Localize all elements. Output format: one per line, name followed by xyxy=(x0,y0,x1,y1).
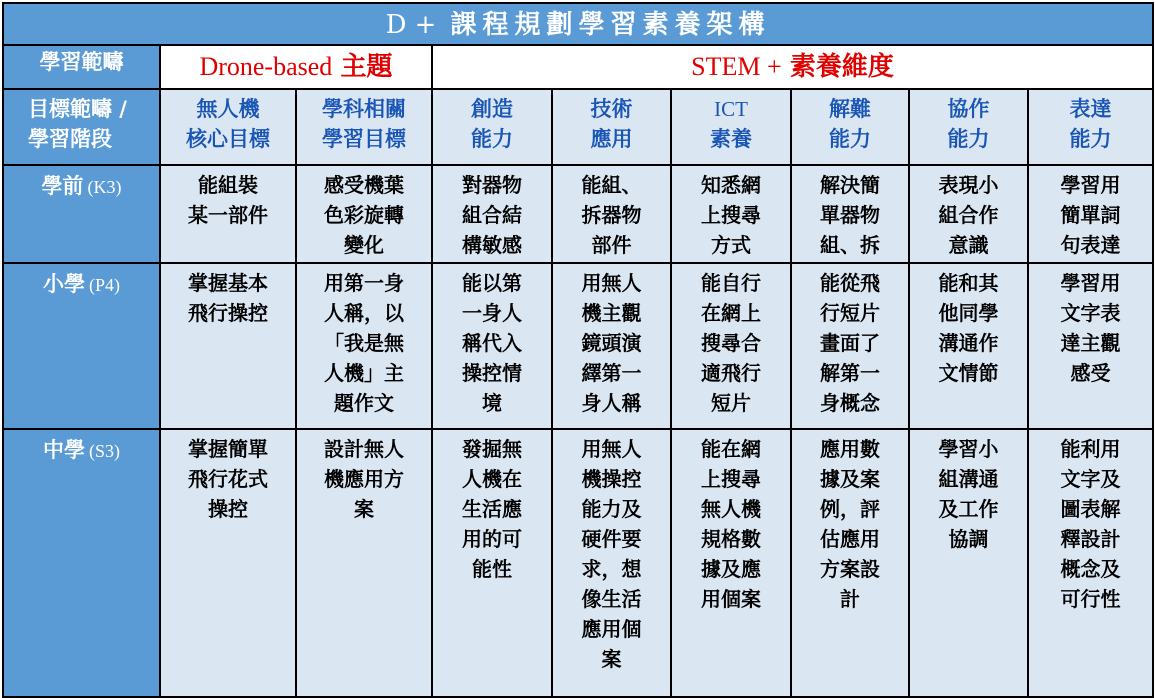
cell-line: 表現小 xyxy=(938,173,999,197)
cell-line: 組合結 xyxy=(462,203,522,227)
cell-line: 感受 xyxy=(1070,361,1111,385)
table-cell xyxy=(1028,165,1153,263)
cell-line: 上搜尋 xyxy=(701,203,761,227)
cell-line: 據及案 xyxy=(820,467,880,491)
cell-line: 「我是無 xyxy=(324,331,404,355)
cell-line: 釋設計 xyxy=(1060,527,1121,551)
cell-line: 案 xyxy=(354,497,374,521)
cell-line: 方式 xyxy=(711,233,751,257)
cell-line: 用無人 xyxy=(581,437,642,461)
stage-level: (P4) xyxy=(89,275,120,295)
cell-line: 人機」主 xyxy=(324,361,404,385)
table-cell xyxy=(296,429,432,697)
table-cell xyxy=(432,429,552,697)
table-cell xyxy=(909,263,1028,429)
table-cell xyxy=(552,165,671,263)
table-cell xyxy=(909,429,1028,697)
table-cell xyxy=(1028,263,1153,429)
cell-line: 知悉網 xyxy=(701,173,761,197)
cell-line: 達主觀 xyxy=(1060,331,1121,355)
cell-line: 用無人 xyxy=(581,271,642,295)
table-cell xyxy=(791,429,909,697)
cell-line: 人機在 xyxy=(462,467,522,491)
cell-line: 解第一 xyxy=(820,361,880,385)
column-header-line: 創造 xyxy=(471,97,513,121)
table-cell xyxy=(671,429,791,697)
table-title xyxy=(3,3,1153,45)
column-header-line: 學習目標 xyxy=(322,127,406,151)
column-header-line: 解難 xyxy=(829,97,871,121)
column-header-line: ICT xyxy=(714,97,748,121)
cell-line: 用個案 xyxy=(701,587,761,611)
column-header xyxy=(791,89,909,165)
cell-line: 搜尋合 xyxy=(701,331,761,355)
cell-line: 據及應 xyxy=(701,557,761,581)
title-prefix: D + xyxy=(385,10,437,40)
stage-name: 學前 xyxy=(41,174,84,198)
cell-line: 概念及 xyxy=(1060,557,1121,581)
cell-line: 某一部件 xyxy=(188,203,268,227)
area-label: 學習範疇 xyxy=(3,45,160,89)
cell-line: 及工作 xyxy=(938,497,999,521)
cell-line: 像生活 xyxy=(581,587,642,611)
column-header-line: 應用 xyxy=(590,127,633,151)
target-label xyxy=(3,89,160,165)
group-right-latin: STEM + xyxy=(691,52,782,81)
column-header-line: 能力 xyxy=(1069,127,1112,151)
cell-line: 能自行 xyxy=(701,271,761,295)
table-cell xyxy=(552,429,671,697)
column-header-line: 表達 xyxy=(1069,97,1112,121)
cell-line: 能和其 xyxy=(938,271,999,295)
cell-line: 感受機葉 xyxy=(324,173,404,197)
cell-line: 應用個 xyxy=(581,617,642,641)
table-cell xyxy=(671,165,791,263)
cell-line: 能以第 xyxy=(462,271,522,295)
stage-level: (S3) xyxy=(89,441,120,461)
stage-level: (K3) xyxy=(87,177,122,197)
column-header-line: 無人機 xyxy=(196,97,260,121)
cell-line: 估應用 xyxy=(820,527,880,551)
cell-line: 設計無人 xyxy=(324,437,404,461)
cell-line: 組、拆 xyxy=(820,233,880,257)
cell-line: 意識 xyxy=(948,233,989,257)
cell-line: 能利用 xyxy=(1060,437,1121,461)
cell-line: 簡單詞 xyxy=(1060,203,1121,227)
table-cell xyxy=(296,165,432,263)
cell-line: 文字及 xyxy=(1060,467,1121,491)
group-left-latin: Drone-based xyxy=(199,52,333,81)
stage-label xyxy=(3,429,160,697)
cell-line: 拆器物 xyxy=(581,203,642,227)
cell-line: 學習小 xyxy=(938,437,999,461)
cell-line: 規格數 xyxy=(701,527,761,551)
title-text: 課程規劃學習素養架構 xyxy=(450,10,771,40)
cell-line: 應用數 xyxy=(820,437,880,461)
cell-line: 畫面了 xyxy=(820,331,880,355)
target-label-line: 目標範疇 / xyxy=(28,97,127,121)
cell-line: 文字表 xyxy=(1060,301,1121,325)
cell-line: 一身人 xyxy=(462,301,522,325)
table-cell xyxy=(296,263,432,429)
column-header-line: 學科相關 xyxy=(322,97,406,121)
cell-line: 能性 xyxy=(472,557,512,581)
cell-line: 硬件要 xyxy=(581,527,642,551)
table-cell xyxy=(160,429,296,697)
cell-line: 能從飛 xyxy=(820,271,880,295)
cell-line: 身人稱 xyxy=(581,391,642,415)
stage-label xyxy=(3,263,160,429)
table-row xyxy=(3,165,1153,263)
column-header xyxy=(432,89,552,165)
cell-line: 色彩旋轉 xyxy=(324,203,404,227)
cell-line: 鏡頭演 xyxy=(581,331,642,355)
cell-line: 飛行操控 xyxy=(188,301,268,325)
table-cell xyxy=(432,165,552,263)
cell-line: 溝通作 xyxy=(938,331,999,355)
cell-line: 掌握基本 xyxy=(188,271,268,295)
stage-name: 中學 xyxy=(43,438,85,462)
table-row xyxy=(3,429,1153,697)
column-header-line: 技術 xyxy=(590,97,633,121)
table-cell xyxy=(552,263,671,429)
column-header xyxy=(909,89,1028,165)
group-right-zh: 素養維度 xyxy=(789,52,894,82)
group-stem xyxy=(432,45,1153,89)
cell-line: 適飛行 xyxy=(701,361,761,385)
table-cell xyxy=(671,263,791,429)
cell-line: 人稱，以 xyxy=(324,301,404,325)
table-cell xyxy=(160,263,296,429)
column-header-line: 能力 xyxy=(829,127,871,151)
cell-line: 上搜尋 xyxy=(701,467,761,491)
cell-line: 能在網 xyxy=(701,437,761,461)
cell-line: 可行性 xyxy=(1060,587,1121,611)
column-header-line: 能力 xyxy=(947,127,990,151)
cell-line: 操控 xyxy=(208,497,248,521)
cell-line: 行短片 xyxy=(820,301,880,325)
cell-line: 發掘無 xyxy=(462,437,522,461)
column-header-line: 素養 xyxy=(710,127,752,151)
cell-line: 題作文 xyxy=(334,391,394,415)
table-cell xyxy=(791,165,909,263)
column-header-line: 核心目標 xyxy=(186,127,270,151)
cell-line: 部件 xyxy=(591,233,632,257)
table-cell xyxy=(432,263,552,429)
cell-line: 能力及 xyxy=(581,497,642,521)
cell-line: 單器物 xyxy=(820,203,880,227)
cell-line: 短片 xyxy=(711,391,751,415)
stage-label xyxy=(3,165,160,263)
cell-line: 構敏感 xyxy=(462,233,522,257)
cell-line: 求，想 xyxy=(581,557,642,581)
table-row xyxy=(3,263,1153,429)
cell-line: 無人機 xyxy=(701,497,761,521)
cell-line: 繹第一 xyxy=(581,361,642,385)
cell-line: 圖表解 xyxy=(1060,497,1121,521)
cell-line: 身概念 xyxy=(820,391,880,415)
cell-line: 學習用 xyxy=(1060,173,1121,197)
column-header xyxy=(671,89,791,165)
cell-line: 文情節 xyxy=(938,361,999,385)
cell-line: 稱代入 xyxy=(462,331,522,355)
column-header-line: 協作 xyxy=(947,97,990,121)
cell-line: 他同學 xyxy=(938,301,999,325)
cell-line: 例，評 xyxy=(820,497,880,521)
group-left-zh: 主題 xyxy=(340,52,393,82)
cell-line: 協調 xyxy=(948,527,989,551)
cell-line: 境 xyxy=(482,391,502,415)
column-header xyxy=(1028,89,1153,165)
table-cell xyxy=(909,165,1028,263)
cell-line: 機操控 xyxy=(581,467,642,491)
cell-line: 方案設 xyxy=(820,557,880,581)
cell-line: 學習用 xyxy=(1060,271,1121,295)
column-header xyxy=(552,89,671,165)
cell-line: 機主觀 xyxy=(581,301,642,325)
cell-line: 生活應 xyxy=(462,497,522,521)
target-label-line: 學習階段 xyxy=(28,127,112,151)
cell-line: 組溝通 xyxy=(938,467,999,491)
cell-line: 能組、 xyxy=(581,173,642,197)
column-header xyxy=(160,89,296,165)
cell-line: 飛行花式 xyxy=(188,467,268,491)
group-drone-based xyxy=(160,45,432,89)
cell-line: 操控情 xyxy=(462,361,522,385)
cell-line: 用第一身 xyxy=(324,271,404,295)
cell-line: 掌握簡單 xyxy=(188,437,268,461)
stage-name: 小學 xyxy=(43,272,85,296)
cell-line: 用的可 xyxy=(462,527,522,551)
cell-line: 能組裝 xyxy=(198,173,258,197)
cell-line: 在網上 xyxy=(701,301,761,325)
column-header xyxy=(296,89,432,165)
cell-line: 對器物 xyxy=(462,173,522,197)
cell-line: 變化 xyxy=(344,233,384,257)
cell-line: 句表達 xyxy=(1060,233,1121,257)
cell-line: 機應用方 xyxy=(324,467,404,491)
cell-line: 組合作 xyxy=(938,203,999,227)
table-cell xyxy=(791,263,909,429)
table-cell xyxy=(160,165,296,263)
curriculum-table xyxy=(2,2,1154,698)
cell-line: 計 xyxy=(840,587,860,611)
cell-line: 案 xyxy=(601,647,622,671)
column-header-line: 能力 xyxy=(471,127,513,151)
table-cell xyxy=(1028,429,1153,697)
cell-line: 解決簡 xyxy=(820,173,880,197)
